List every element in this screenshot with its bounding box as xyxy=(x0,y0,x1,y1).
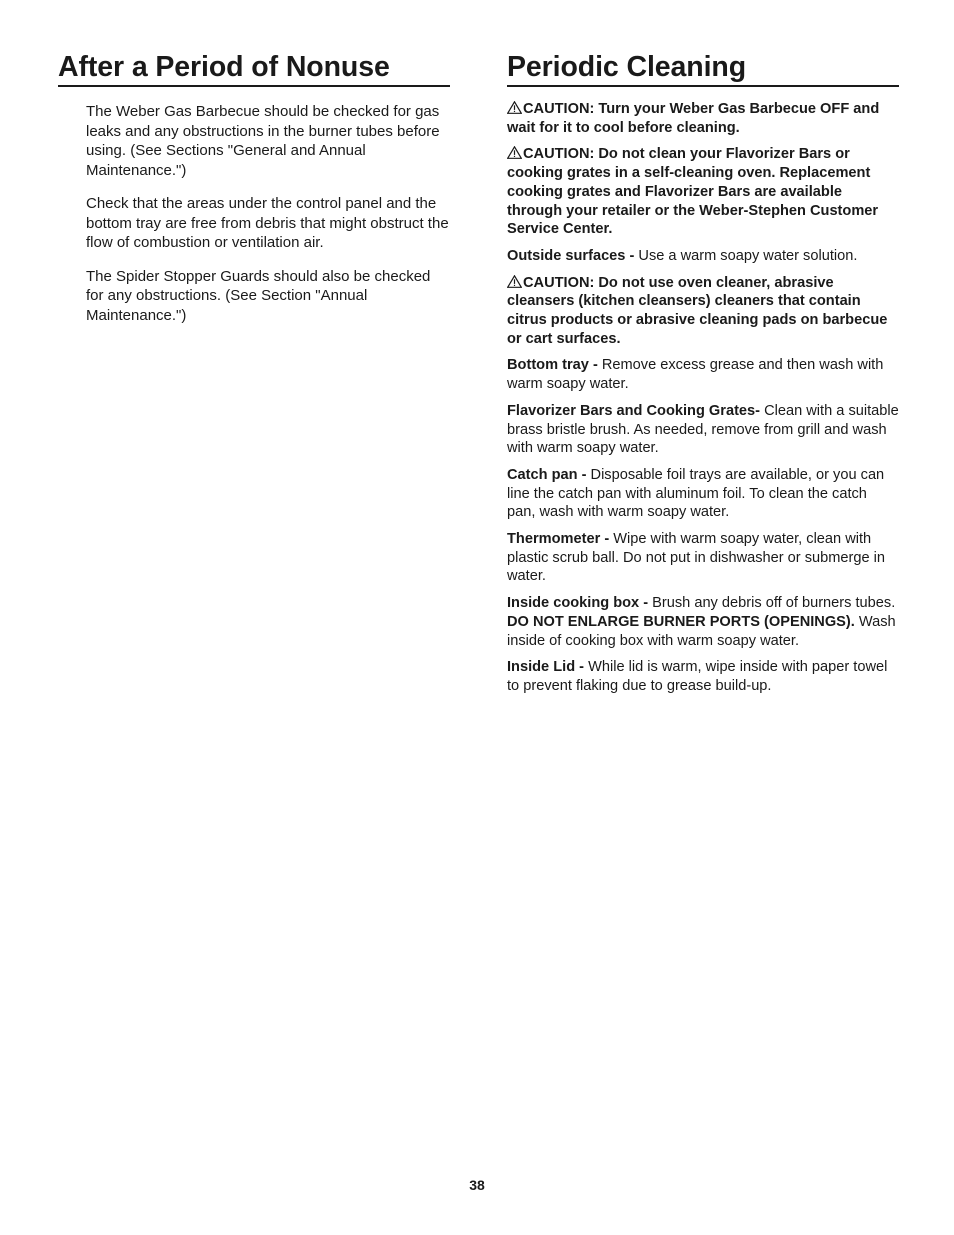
caution-text: CAUTION: Do not use oven cleaner, abrasive cleansers (kitchen cleansers) cleaners that contain citrus products or abrasive cleaning pads on barbecue or cart surfaces. xyxy=(507,274,888,347)
nonuse-paragraph: The Spider Stopper Guards should also be checked for any obstructions. (See Section "Annual Maintenance.") xyxy=(86,267,431,324)
nonuse-body xyxy=(58,87,450,325)
nonuse-paragraph: Check that the areas under the control panel and the bottom tray are free from debris that might obstruct the flow of combustion or ventilation air. xyxy=(86,195,449,251)
item-thermometer xyxy=(507,530,899,586)
item-inside-cooking-box xyxy=(507,594,899,650)
caution-oven-cleaner xyxy=(507,274,899,349)
item-text: Brush any debris off of burners tubes. xyxy=(648,595,896,612)
item-term: Catch pan - xyxy=(507,466,587,483)
item-text: Use a warm soapy water solution. xyxy=(634,247,858,264)
item-term: Flavorizer Bars and Cooking Grates- xyxy=(507,402,761,419)
item-catch-pan xyxy=(507,466,899,522)
item-text: Wipe with warm soapy water, clean with plastic scrub ball. Do not put in dishwasher or submerge in water. xyxy=(507,531,886,585)
caution-self-cleaning-oven xyxy=(507,145,899,239)
nonuse-heading: After a Period of Nonuse xyxy=(58,50,450,87)
cleaning-section xyxy=(507,50,899,704)
warning-triangle-icon xyxy=(507,275,522,288)
warning-triangle-icon xyxy=(507,146,522,159)
item-text: Clean with a suitable brass bristle brush. As needed, remove from grill and wash with warm soapy water. xyxy=(507,402,899,457)
nonuse-paragraph: The Weber Gas Barbecue should be checked for gas leaks and any obstructions in the burner tubes before using. (See Sections "General and Annual Maintenance.") xyxy=(86,103,440,179)
cleaning-body xyxy=(507,87,899,696)
item-bottom-tray xyxy=(507,356,899,393)
item-text: Disposable foil trays are available, or you can line the catch pan with aluminum foil. To clean the catch pan, wash with warm soapy water. xyxy=(507,466,885,521)
caution-cool-down xyxy=(507,100,899,137)
nonuse-section xyxy=(58,50,450,339)
item-emphasis: DO NOT ENLARGE BURNER PORTS (OPENINGS). xyxy=(507,613,855,630)
item-term: Bottom tray - xyxy=(507,357,598,374)
item-text: Wash inside of cooking box with warm soapy water. xyxy=(507,613,896,649)
item-term: Thermometer - xyxy=(507,531,610,548)
item-inside-lid xyxy=(507,658,899,695)
page-number: 38 xyxy=(469,1177,485,1193)
item-term: Outside surfaces - xyxy=(507,247,635,264)
item-term: Inside Lid - xyxy=(507,659,585,676)
cleaning-heading: Periodic Cleaning xyxy=(507,50,899,87)
caution-text: CAUTION: Do not clean your Flavorizer Bars or cooking grates in a self-cleaning oven. Replacement cooking grates and Flavorizer Bars are available through your retailer or the Weber-Stephen Customer Service Center. xyxy=(507,146,879,238)
item-term: Inside cooking box - xyxy=(507,595,649,612)
warning-triangle-icon xyxy=(507,101,522,114)
caution-text: CAUTION: Turn your Weber Gas Barbecue OFF and wait for it to cool before cleaning. xyxy=(507,101,880,136)
item-outside-surfaces xyxy=(507,247,899,266)
item-text: Remove excess grease and then wash with warm soapy water. xyxy=(507,357,884,393)
item-flavorizer-bars xyxy=(507,402,899,458)
item-text: While lid is warm, wipe inside with paper towel to prevent flaking due to grease build-up. xyxy=(507,659,888,694)
